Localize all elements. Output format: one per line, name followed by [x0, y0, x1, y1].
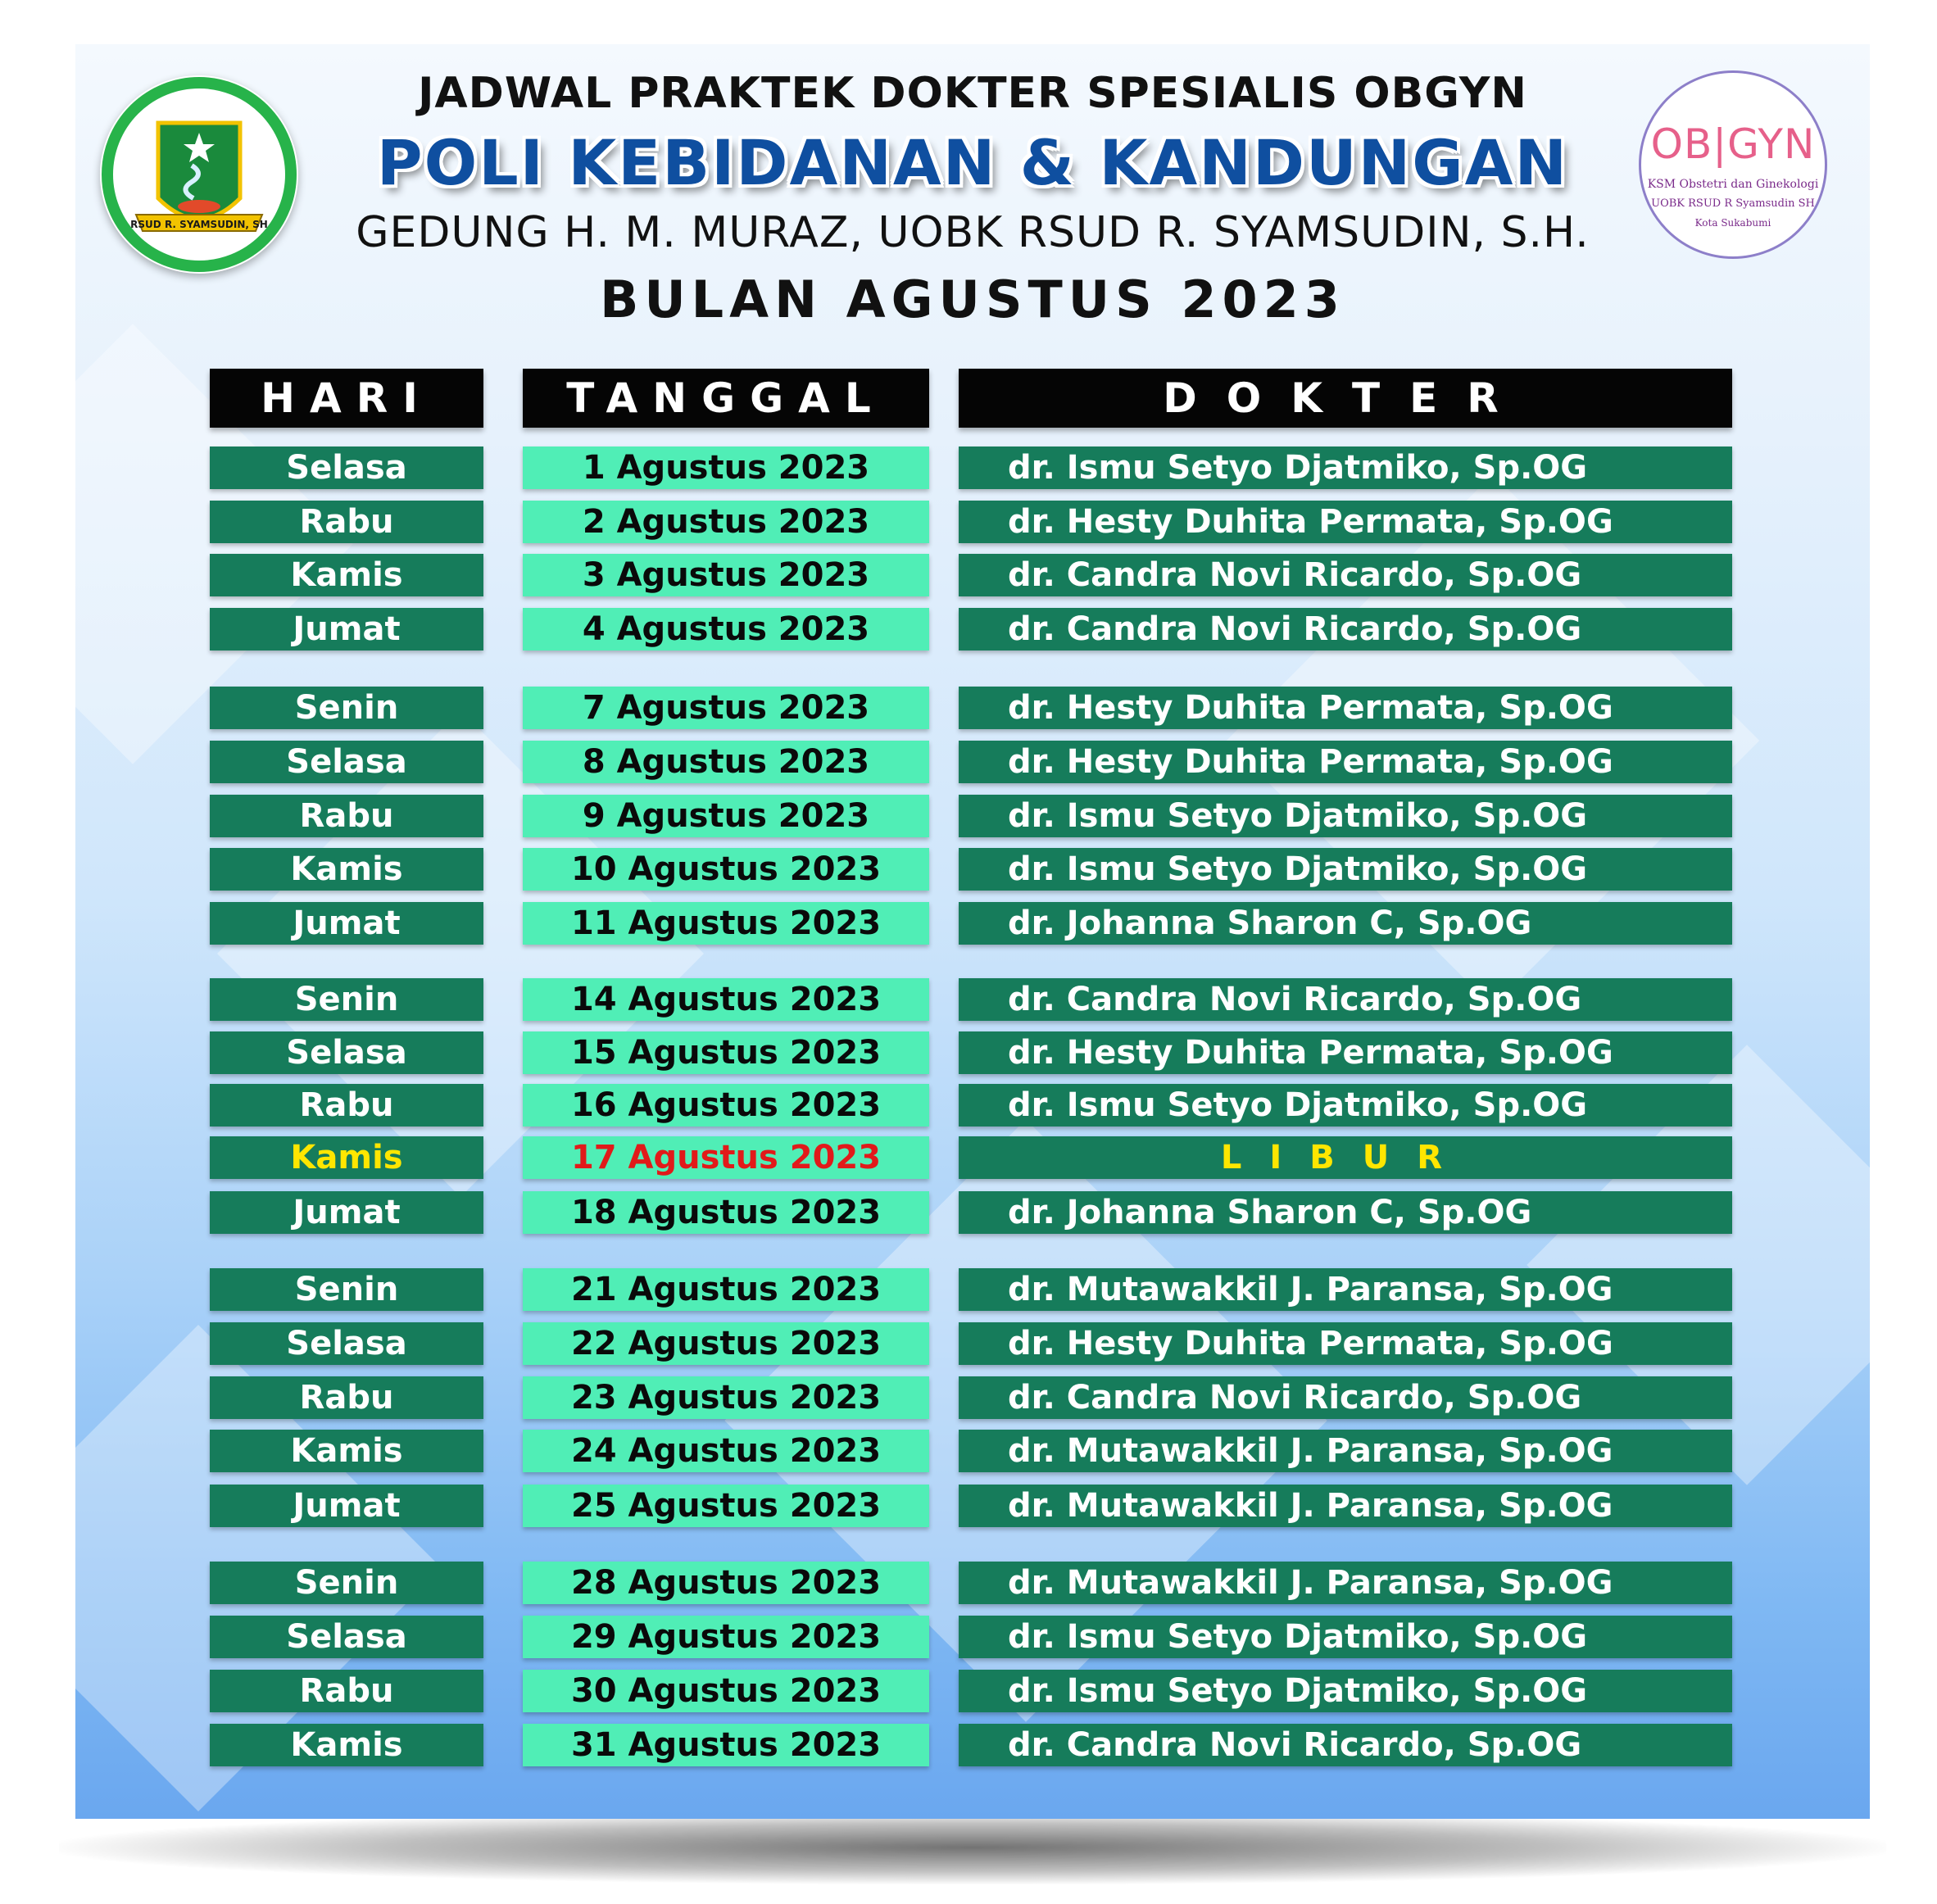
doctor-cell: dr. Candra Novi Ricardo, Sp.OG — [959, 608, 1732, 651]
date-cell: 7 Agustus 2023 — [523, 687, 929, 729]
logo-caption: RSUD R. SYAMSUDIN, SH — [130, 219, 268, 230]
date-cell: 1 Agustus 2023 — [523, 447, 929, 489]
doctor-cell: dr. Hesty Duhita Permata, Sp.OG — [959, 687, 1732, 729]
doctor-cell: dr. Mutawakkil J. Paransa, Sp.OG — [959, 1485, 1732, 1527]
column-header-day: HARI — [210, 369, 483, 428]
date-cell: 24 Agustus 2023 — [523, 1430, 929, 1472]
doctor-cell: dr. Candra Novi Ricardo, Sp.OG — [959, 554, 1732, 596]
day-cell: Jumat — [210, 1191, 483, 1234]
date-cell: 21 Agustus 2023 — [523, 1268, 929, 1311]
day-cell: Senin — [210, 1268, 483, 1311]
date-cell: 14 Agustus 2023 — [523, 978, 929, 1021]
column-header-date: TANGGAL — [523, 369, 929, 428]
day-cell: Rabu — [210, 1670, 483, 1712]
doctor-cell: dr. Candra Novi Ricardo, Sp.OG — [959, 1376, 1732, 1419]
date-cell: 2 Agustus 2023 — [523, 501, 929, 543]
day-cell: Kamis — [210, 1136, 483, 1179]
date-cell: 10 Agustus 2023 — [523, 848, 929, 891]
day-cell: Senin — [210, 978, 483, 1021]
doctor-cell: dr. Ismu Setyo Djatmiko, Sp.OG — [959, 447, 1732, 489]
day-cell: Jumat — [210, 1485, 483, 1527]
date-cell: 28 Agustus 2023 — [523, 1562, 929, 1604]
day-cell: Kamis — [210, 1724, 483, 1766]
date-cell: 16 Agustus 2023 — [523, 1084, 929, 1127]
doctor-cell: dr. Johanna Sharon C, Sp.OG — [959, 902, 1732, 945]
holiday-cell: LIBUR — [959, 1136, 1732, 1179]
day-cell: Rabu — [210, 1084, 483, 1127]
day-cell: Kamis — [210, 848, 483, 891]
day-cell: Kamis — [210, 554, 483, 596]
date-cell: 11 Agustus 2023 — [523, 902, 929, 945]
date-cell: 22 Agustus 2023 — [523, 1322, 929, 1365]
date-cell: 17 Agustus 2023 — [523, 1136, 929, 1179]
doctor-cell: dr. Hesty Duhita Permata, Sp.OG — [959, 1322, 1732, 1365]
date-cell: 3 Agustus 2023 — [523, 554, 929, 596]
obgyn-logo-title: OB|GYN — [1650, 120, 1816, 168]
day-cell: Selasa — [210, 741, 483, 783]
day-cell: Rabu — [210, 1376, 483, 1419]
doctor-cell: dr. Candra Novi Ricardo, Sp.OG — [959, 978, 1732, 1021]
obgyn-logo-subtitle: KSM Obstetri dan Ginekologi — [1647, 178, 1819, 191]
date-cell: 25 Agustus 2023 — [523, 1485, 929, 1527]
doctor-cell: dr. Candra Novi Ricardo, Sp.OG — [959, 1724, 1732, 1766]
schedule-poster — [75, 44, 1870, 1819]
doctor-cell: dr. Ismu Setyo Djatmiko, Sp.OG — [959, 848, 1732, 891]
day-cell: Jumat — [210, 608, 483, 651]
day-cell: Rabu — [210, 501, 483, 543]
column-header-doctor: DOKTER — [959, 369, 1732, 428]
doctor-cell: dr. Ismu Setyo Djatmiko, Sp.OG — [959, 1084, 1732, 1127]
date-cell: 18 Agustus 2023 — [523, 1191, 929, 1234]
date-cell: 8 Agustus 2023 — [523, 741, 929, 783]
date-cell: 23 Agustus 2023 — [523, 1376, 929, 1419]
doctor-cell: dr. Hesty Duhita Permata, Sp.OG — [959, 501, 1732, 543]
doctor-cell: dr. Ismu Setyo Djatmiko, Sp.OG — [959, 795, 1732, 837]
month-label: BULAN AGUSTUS 2023 — [600, 270, 1345, 329]
doctor-cell: dr. Hesty Duhita Permata, Sp.OG — [959, 1031, 1732, 1074]
date-cell: 4 Agustus 2023 — [523, 608, 929, 651]
doctor-cell: dr. Mutawakkil J. Paransa, Sp.OG — [959, 1430, 1732, 1472]
date-cell: 15 Agustus 2023 — [523, 1031, 929, 1074]
date-cell: 30 Agustus 2023 — [523, 1670, 929, 1712]
doctor-cell: dr. Ismu Setyo Djatmiko, Sp.OG — [959, 1616, 1732, 1658]
date-cell: 29 Agustus 2023 — [523, 1616, 929, 1658]
doctor-cell: dr. Hesty Duhita Permata, Sp.OG — [959, 741, 1732, 783]
obgyn-logo-hospital: UOBK RSUD R Syamsudin SH — [1651, 197, 1815, 210]
date-cell: 9 Agustus 2023 — [523, 795, 929, 837]
doctor-cell: dr. Mutawakkil J. Paransa, Sp.OG — [959, 1562, 1732, 1604]
day-cell: Jumat — [210, 902, 483, 945]
poster-shadow — [59, 1811, 1886, 1884]
day-cell: Selasa — [210, 1616, 483, 1658]
day-cell: Rabu — [210, 795, 483, 837]
date-cell: 31 Agustus 2023 — [523, 1724, 929, 1766]
building-name: GEDUNG H. M. MURAZ, UOBK RSUD R. SYAMSUDIN, S.H. — [356, 208, 1590, 257]
doctor-cell: dr. Ismu Setyo Djatmiko, Sp.OG — [959, 1670, 1732, 1712]
doctor-cell: dr. Johanna Sharon C, Sp.OG — [959, 1191, 1732, 1234]
clinic-name: POLI KEBIDANAN & KANDUNGAN — [376, 126, 1569, 199]
day-cell: Selasa — [210, 1322, 483, 1365]
day-cell: Kamis — [210, 1430, 483, 1472]
schedule-title: JADWAL PRAKTEK DOKTER SPESIALIS OBGYN — [418, 69, 1527, 118]
day-cell: Senin — [210, 1562, 483, 1604]
day-cell: Senin — [210, 687, 483, 729]
day-cell: Selasa — [210, 447, 483, 489]
doctor-cell: dr. Mutawakkil J. Paransa, Sp.OG — [959, 1268, 1732, 1311]
day-cell: Selasa — [210, 1031, 483, 1074]
obgyn-logo-city: Kota Sukabumi — [1694, 217, 1771, 229]
